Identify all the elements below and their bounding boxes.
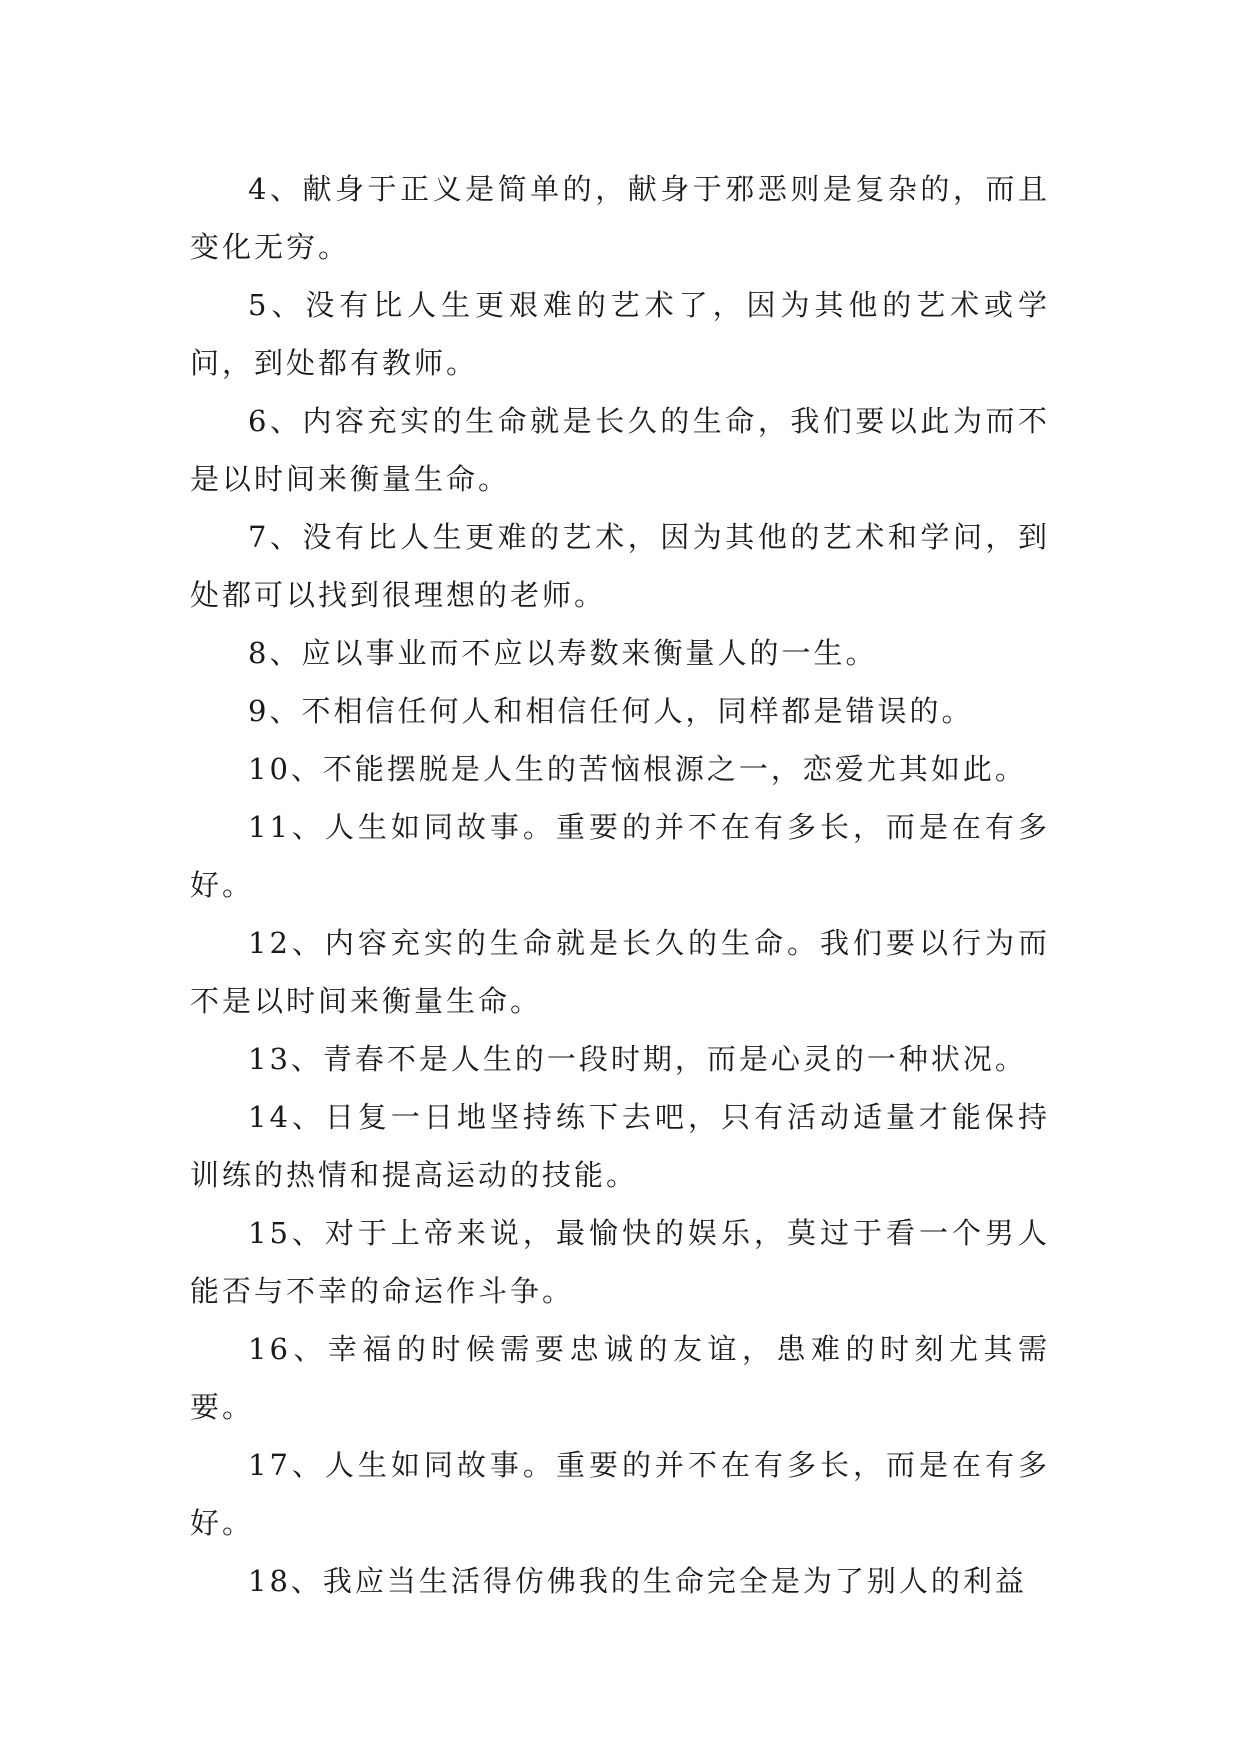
- paragraph: 15、对于上帝来说，最愉快的娱乐，莫过于看一个男人能否与不幸的命运作斗争。: [190, 1216, 1050, 1308]
- paragraph: 14、日复一日地坚持练下去吧，只有活动适量才能保持训练的热情和提高运动的技能。: [190, 1100, 1050, 1192]
- paragraph: 18、我应当生活得仿佛我的生命完全是为了别人的利益: [248, 1564, 1027, 1598]
- document-body: [190, 160, 1050, 1610]
- paragraph: 5、没有比人生更艰难的艺术了，因为其他的艺术或学问，到处都有教师。: [190, 288, 1050, 380]
- paragraph: 8、应以事业而不应以寿数来衡量人的一生。: [248, 636, 878, 670]
- paragraph: 4、献身于正义是简单的，献身于邪恶则是复杂的，而且变化无穷。: [190, 172, 1050, 264]
- paragraph: 16、幸福的时候需要忠诚的友谊，患难的时刻尤其需要。: [190, 1332, 1050, 1424]
- paragraph: 12、内容充实的生命就是长久的生命。我们要以行为而不是以时间来衡量生命。: [190, 926, 1050, 1018]
- paragraph: 6、内容充实的生命就是长久的生命，我们要以此为而不是以时间来衡量生命。: [190, 404, 1050, 496]
- paragraph: 10、不能摆脱是人生的苦恼根源之一，恋爱尤其如此。: [248, 752, 1027, 786]
- paragraph: 7、没有比人生更难的艺术，因为其他的艺术和学问，到处都可以找到很理想的老师。: [190, 520, 1050, 612]
- paragraph: 17、人生如同故事。重要的并不在有多长，而是在有多好。: [190, 1448, 1050, 1540]
- paragraph: 13、青春不是人生的一段时期，而是心灵的一种状况。: [248, 1042, 1027, 1076]
- paragraph: 9、不相信任何人和相信任何人，同样都是错误的。: [248, 694, 974, 728]
- paragraph: 11、人生如同故事。重要的并不在有多长，而是在有多好。: [190, 810, 1050, 902]
